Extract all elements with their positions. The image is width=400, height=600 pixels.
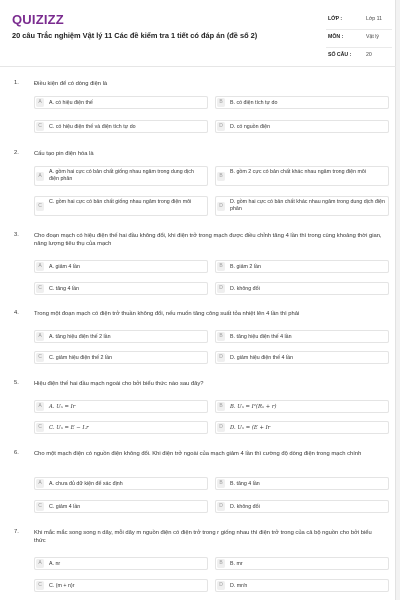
- option-a[interactable]: [34, 260, 208, 273]
- option-text: B. tăng 4 lần: [230, 481, 260, 487]
- option-letter: D: [217, 122, 225, 131]
- option-letter: D: [217, 202, 225, 211]
- option-d[interactable]: [215, 282, 389, 295]
- question-text: Cho một mạch điện có nguồn điện không đổi. Khi điện trở ngoài của mạch giảm 4 lần thì cường độ dòng điện trong mạch chính: [34, 451, 362, 457]
- header-divider: [0, 66, 396, 67]
- question-number: 2.: [14, 150, 19, 156]
- option-a[interactable]: [34, 400, 208, 413]
- option-text: D. không đổi: [230, 504, 260, 510]
- meta-row-class: [326, 12, 392, 30]
- option-text: D. không đổi: [230, 286, 260, 292]
- option-c[interactable]: [34, 351, 208, 364]
- meta-value: 20: [366, 52, 372, 58]
- option-letter: A: [36, 559, 44, 568]
- option-letter: C: [36, 202, 44, 211]
- option-a[interactable]: [34, 166, 208, 186]
- option-d[interactable]: [215, 579, 389, 592]
- option-c[interactable]: [34, 120, 208, 133]
- option-text: C. tăng 4 lần: [49, 286, 80, 292]
- option-letter: C: [36, 502, 44, 511]
- question-number: 3.: [14, 232, 19, 238]
- meta-table: [326, 12, 392, 65]
- option-d[interactable]: [215, 421, 389, 434]
- option-text: B. gồm 2 cực có bản chất khác nhau ngâm trong điện môi: [230, 169, 367, 175]
- quizizz-logo[interactable]: QUIZIZZ: [12, 12, 64, 27]
- option-c[interactable]: [34, 421, 208, 434]
- option-b[interactable]: [215, 557, 389, 570]
- option-c[interactable]: [34, 579, 208, 592]
- option-d[interactable]: [215, 196, 389, 216]
- option-letter: C: [36, 353, 44, 362]
- question-number: 7.: [14, 529, 19, 535]
- option-letter: C: [36, 581, 44, 590]
- question-text: Trong một đoạn mạch có điện trở thuần không đổi, nếu muốn tăng công suất tỏa nhiệt lên 4 lần thì phải: [34, 311, 300, 317]
- option-letter: A: [36, 402, 44, 411]
- option-text: A. tăng hiệu điện thế 2 lần: [49, 334, 111, 340]
- option-b[interactable]: [215, 477, 389, 490]
- option-a[interactable]: [34, 477, 208, 490]
- meta-label: SỐ CÂU :: [328, 52, 352, 58]
- question-text: Hiệu điện thế hai đầu mạch ngoài cho bởi biểu thức nào sau đây?: [34, 381, 204, 387]
- question-text: Cho đoạn mạch có hiệu điện thế hai đầu không đổi, khi điện trở trong mạch được điều chỉnh tăng 4 lần thì trong cùng khoảng thời gian, năng lượng tiêu thụ của mạch: [34, 233, 382, 247]
- option-letter: B: [217, 332, 225, 341]
- option-text: A. chưa đủ dữ kiện để xác định: [49, 481, 123, 487]
- option-text: A. gồm hai cực có bản chất giống nhau ngâm trong dung dịch điện phân: [49, 169, 194, 182]
- option-letter: D: [217, 353, 225, 362]
- option-text: D. Uₙ = (E + Ir: [230, 425, 271, 431]
- question-text: Cấu tạo pin điện hóa là: [34, 151, 94, 157]
- option-letter: B: [217, 262, 225, 271]
- question-text: Khi mắc mắc song song n dãy, mỗi dãy m nguồn điện có điện trở trong r giống nhau thì điện trở trong của cả bộ nguồn cho bởi biểu thức: [34, 530, 372, 544]
- option-b[interactable]: [215, 96, 389, 109]
- option-b[interactable]: [215, 166, 389, 186]
- option-text: D. mr/n: [230, 583, 248, 589]
- option-letter: D: [217, 423, 225, 432]
- option-letter: B: [217, 402, 225, 411]
- option-text: B. tăng hiệu điện thế 4 lần: [230, 334, 292, 340]
- option-letter: B: [217, 172, 225, 181]
- option-letter: B: [217, 479, 225, 488]
- option-text: A. có hiệu điện thế: [49, 100, 93, 106]
- option-text: B. giảm 2 lần: [230, 264, 261, 270]
- option-text: D. gồm hai cực có bản chất khác nhau ngâm trong dung dịch điện phân: [230, 199, 385, 212]
- option-letter: D: [217, 581, 225, 590]
- option-letter: B: [217, 98, 225, 107]
- option-letter: A: [36, 262, 44, 271]
- option-c[interactable]: [34, 196, 208, 216]
- option-a[interactable]: [34, 96, 208, 109]
- meta-value: Vật lý: [366, 34, 379, 40]
- meta-label: LỚP :: [328, 16, 343, 22]
- option-text: A. Uₙ = Ir: [49, 404, 76, 410]
- question-number: 1.: [14, 80, 19, 86]
- option-letter: A: [36, 479, 44, 488]
- option-letter: A: [36, 172, 44, 181]
- option-text: C. giảm hiệu điện thế 2 lần: [49, 355, 113, 361]
- option-c[interactable]: [34, 500, 208, 513]
- question-text: Điều kiện để có dòng điện là: [34, 81, 108, 87]
- option-text: C. (m + n)r: [49, 583, 75, 589]
- option-a[interactable]: [34, 330, 208, 343]
- option-a[interactable]: [34, 557, 208, 570]
- meta-value: Lớp 11: [366, 16, 382, 22]
- option-text: C. có hiệu điện thế và điện tích tự do: [49, 124, 136, 130]
- question-number: 4.: [14, 310, 19, 316]
- option-text: B. có điện tích tự do: [230, 100, 278, 106]
- option-text: D. có nguồn điện: [230, 124, 271, 130]
- question-number: 5.: [14, 380, 19, 386]
- option-text: C. giảm 4 lần: [49, 504, 81, 510]
- option-text: C. gồm hai cực có bản chất giống nhau ngâm trong điện môi: [49, 199, 192, 205]
- option-b[interactable]: [215, 260, 389, 273]
- option-d[interactable]: [215, 120, 389, 133]
- option-letter: D: [217, 284, 225, 293]
- meta-label: MÔN :: [328, 34, 344, 40]
- option-letter: C: [36, 423, 44, 432]
- option-d[interactable]: [215, 500, 389, 513]
- option-text: A. nr: [49, 561, 61, 567]
- option-b[interactable]: [215, 330, 389, 343]
- meta-row-subject: [326, 30, 392, 48]
- option-d[interactable]: [215, 351, 389, 364]
- option-c[interactable]: [34, 282, 208, 295]
- option-letter: B: [217, 559, 225, 568]
- option-letter: C: [36, 284, 44, 293]
- option-letter: A: [36, 98, 44, 107]
- option-letter: D: [217, 502, 225, 511]
- meta-row-count: [326, 48, 392, 65]
- option-text: C. Uₙ = E − I.r: [49, 425, 89, 431]
- option-letter: A: [36, 332, 44, 341]
- option-text: A. giảm 4 lần: [49, 264, 80, 270]
- option-b[interactable]: [215, 400, 389, 413]
- option-text: D. giảm hiệu điện thế 4 lần: [230, 355, 294, 361]
- question-number: 6.: [14, 450, 19, 456]
- option-text: B. Uₙ = I²(Rₙ + r): [230, 404, 277, 410]
- worksheet-title: 20 câu Trắc nghiệm Vật lý 11 Các đề kiểm tra 1 tiết có đáp án (đề số 2): [12, 31, 258, 40]
- option-text: B. mr: [230, 561, 243, 567]
- worksheet-header: [0, 0, 396, 66]
- option-letter: C: [36, 122, 44, 131]
